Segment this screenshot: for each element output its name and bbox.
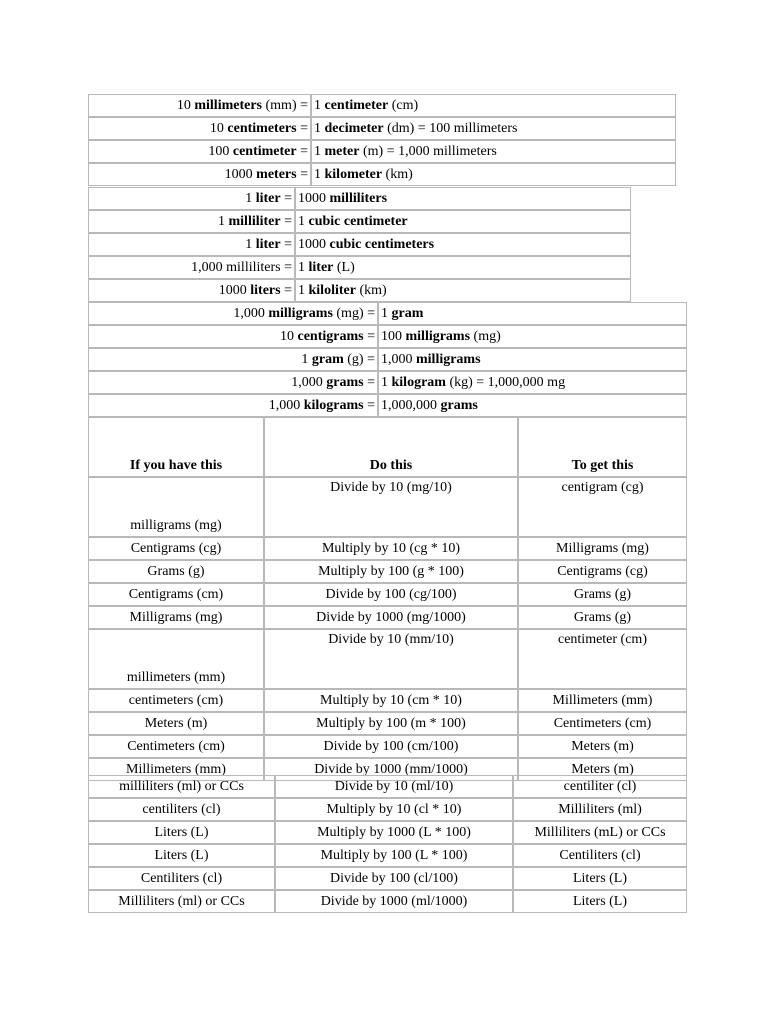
conversion-table <box>88 417 687 781</box>
volume-equivalence-left-cell: 1,000 milliliters = <box>88 256 295 279</box>
conversion-body <box>88 417 687 781</box>
volume-conversion-have-cell: Liters (L) <box>88 821 275 844</box>
volume-equivalence-left-cell: 1 liter = <box>88 187 295 210</box>
length-equivalence-right-cell: 1 meter (m) = 1,000 millimeters <box>311 140 676 163</box>
unit-name: milliliter <box>228 213 281 229</box>
volume-conversion-row <box>88 821 687 844</box>
unit-name: centimeters <box>227 120 297 136</box>
length-equivalence-right-cell: 1 decimeter (dm) = 100 millimeters <box>311 117 676 140</box>
conversion-have-cell: centimeters (cm) <box>88 689 264 712</box>
conversion-do-cell: Multiply by 100 (g * 100) <box>264 560 518 583</box>
volume-conversion-do-cell: Multiply by 1000 (L * 100) <box>275 821 513 844</box>
unit-name: liter <box>308 259 334 275</box>
unit-name: grams <box>326 374 364 390</box>
conversion-get-cell: Centimeters (cm) <box>518 712 687 735</box>
header-have: If you have this <box>88 417 264 477</box>
unit-name: milligrams <box>268 305 333 321</box>
header-get: To get this <box>518 417 687 477</box>
mass-equivalence-right-cell: 1,000,000 grams <box>378 394 687 417</box>
conversion-do-cell: Divide by 100 (cm/100) <box>264 735 518 758</box>
header-do: Do this <box>264 417 518 477</box>
conversion-get-cell: centimeter (cm) <box>518 629 687 689</box>
volume-conversion-get-cell: centiliter (cl) <box>513 775 687 798</box>
unit-name: milligrams <box>416 351 481 367</box>
length-equivalence-row <box>88 94 676 117</box>
mass-equivalence-right-cell: 1 kilogram (kg) = 1,000,000 mg <box>378 371 687 394</box>
conversion-have-cell: Millimeters (mm) <box>88 758 264 781</box>
length-equivalence-left-cell: 1000 meters = <box>88 163 311 186</box>
volume-conversion-have-cell: Liters (L) <box>88 844 275 867</box>
conversion-row <box>88 629 687 689</box>
conversion-have-cell: Grams (g) <box>88 560 264 583</box>
length-equivalence-left-cell: 10 centimeters = <box>88 117 311 140</box>
volume-equivalence-right-cell: 1 kiloliter (km) <box>295 279 631 302</box>
conversion-do-cell: Divide by 100 (cg/100) <box>264 583 518 606</box>
length-equivalence-left-cell: 100 centimeter = <box>88 140 311 163</box>
volume-conversion-get-cell: Milliliters (mL) or CCs <box>513 821 687 844</box>
volume-conversion-row <box>88 890 687 913</box>
unit-name: centimeter <box>324 97 389 113</box>
conversion-row <box>88 735 687 758</box>
volume-conversion-body <box>88 775 687 913</box>
conversion-do-cell: Divide by 1000 (mm/1000) <box>264 758 518 781</box>
conversion-do-cell: Divide by 10 (mg/10) <box>264 477 518 537</box>
conversion-have-cell: Centigrams (cg) <box>88 537 264 560</box>
unit-name: gram <box>391 305 424 321</box>
volume-conversion-do-cell: Divide by 1000 (ml/1000) <box>275 890 513 913</box>
volume-conversion-have-cell: centiliters (cl) <box>88 798 275 821</box>
unit-name: centimeter <box>232 143 297 159</box>
length-equivalence-row <box>88 117 676 140</box>
conversion-get-cell: Meters (m) <box>518 735 687 758</box>
mass-equivalence-right-cell: 1 gram <box>378 302 687 325</box>
unit-name: kiloliter <box>308 282 356 298</box>
conversion-get-cell: Meters (m) <box>518 758 687 781</box>
length-equivalence-table <box>88 94 676 186</box>
volume-conversion-have-cell: Milliliters (ml) or CCs <box>88 890 275 913</box>
length-equivalence-right-cell: 1 kilometer (km) <box>311 163 676 186</box>
unit-name: kilogram <box>391 374 446 390</box>
unit-name: decimeter <box>324 120 384 136</box>
mass-equivalence-row <box>88 394 687 417</box>
conversion-row <box>88 477 687 537</box>
volume-conversion-do-cell: Divide by 10 (ml/10) <box>275 775 513 798</box>
mass-equivalence-right-cell: 100 milligrams (mg) <box>378 325 687 348</box>
unit-name: liter <box>255 190 281 206</box>
conversion-get-cell: Grams (g) <box>518 606 687 629</box>
unit-name: grams <box>440 397 478 413</box>
volume-conversion-row <box>88 867 687 890</box>
unit-name: liter <box>255 236 281 252</box>
conversion-header-row <box>88 417 687 477</box>
volume-conversion-get-cell: Centiliters (cl) <box>513 844 687 867</box>
conversion-do-cell: Multiply by 10 (cm * 10) <box>264 689 518 712</box>
mass-equivalence-row <box>88 325 687 348</box>
conversion-row <box>88 606 687 629</box>
volume-conversion-have-cell: Centiliters (cl) <box>88 867 275 890</box>
mass-equivalence-table <box>88 302 687 417</box>
mass-equivalence-body <box>88 302 687 417</box>
conversion-do-cell: Divide by 10 (mm/10) <box>264 629 518 689</box>
volume-conversion-table <box>88 775 687 913</box>
volume-equivalence-row <box>88 187 631 210</box>
unit-name: liters <box>250 282 281 298</box>
volume-conversion-do-cell: Multiply by 10 (cl * 10) <box>275 798 513 821</box>
conversion-get-cell: Milligrams (mg) <box>518 537 687 560</box>
volume-conversion-do-cell: Divide by 100 (cl/100) <box>275 867 513 890</box>
volume-equivalence-row <box>88 233 631 256</box>
volume-conversion-get-cell: Liters (L) <box>513 890 687 913</box>
mass-equivalence-row <box>88 371 687 394</box>
conversion-have-cell: Meters (m) <box>88 712 264 735</box>
unit-name: meter <box>324 143 360 159</box>
conversion-get-cell: Millimeters (mm) <box>518 689 687 712</box>
conversion-get-cell: centigram (cg) <box>518 477 687 537</box>
volume-equivalence-table <box>88 187 631 302</box>
unit-name: millimeters <box>194 97 262 113</box>
volume-equivalence-left-cell: 1000 liters = <box>88 279 295 302</box>
conversion-get-cell: Grams (g) <box>518 583 687 606</box>
conversion-do-cell: Divide by 1000 (mg/1000) <box>264 606 518 629</box>
unit-name: kilometer <box>324 166 383 182</box>
conversion-have-cell: milligrams (mg) <box>88 477 264 537</box>
volume-equivalence-row <box>88 210 631 233</box>
mass-equivalence-left-cell: 1 gram (g) = <box>88 348 378 371</box>
conversion-do-cell: Multiply by 100 (m * 100) <box>264 712 518 735</box>
length-equivalence-row <box>88 163 676 186</box>
mass-equivalence-left-cell: 1,000 kilograms = <box>88 394 378 417</box>
unit-name: meters <box>256 166 297 182</box>
volume-equivalence-body <box>88 187 631 302</box>
conversion-row <box>88 689 687 712</box>
mass-equivalence-row <box>88 302 687 325</box>
unit-name: kilograms <box>303 397 364 413</box>
volume-conversion-row <box>88 844 687 867</box>
volume-equivalence-row <box>88 256 631 279</box>
unit-name: gram <box>311 351 344 367</box>
volume-conversion-row <box>88 798 687 821</box>
unit-name: cubic centimeter <box>308 213 408 229</box>
length-equivalence-left-cell: 10 millimeters (mm) = <box>88 94 311 117</box>
unit-name: cubic centimeters <box>329 236 435 252</box>
mass-equivalence-left-cell: 10 centigrams = <box>88 325 378 348</box>
volume-equivalence-row <box>88 279 631 302</box>
conversion-do-cell: Multiply by 10 (cg * 10) <box>264 537 518 560</box>
volume-conversion-do-cell: Multiply by 100 (L * 100) <box>275 844 513 867</box>
mass-equivalence-left-cell: 1,000 milligrams (mg) = <box>88 302 378 325</box>
volume-equivalence-right-cell: 1 cubic centimeter <box>295 210 631 233</box>
conversion-row <box>88 537 687 560</box>
conversion-row <box>88 712 687 735</box>
conversion-row <box>88 560 687 583</box>
volume-equivalence-left-cell: 1 milliliter = <box>88 210 295 233</box>
volume-equivalence-right-cell: 1 liter (L) <box>295 256 631 279</box>
unit-name: milliliters <box>329 190 388 206</box>
conversion-have-cell: Milligrams (mg) <box>88 606 264 629</box>
mass-equivalence-left-cell: 1,000 grams = <box>88 371 378 394</box>
volume-conversion-have-cell: milliliters (ml) or CCs <box>88 775 275 798</box>
conversion-have-cell: millimeters (mm) <box>88 629 264 689</box>
length-equivalence-body <box>88 94 676 186</box>
mass-equivalence-right-cell: 1,000 milligrams <box>378 348 687 371</box>
volume-conversion-row <box>88 775 687 798</box>
length-equivalence-row <box>88 140 676 163</box>
conversion-row <box>88 583 687 606</box>
volume-conversion-get-cell: Liters (L) <box>513 867 687 890</box>
unit-name: centigrams <box>297 328 364 344</box>
unit-name: milligrams <box>405 328 471 344</box>
mass-equivalence-row <box>88 348 687 371</box>
conversion-have-cell: Centigrams (cm) <box>88 583 264 606</box>
volume-conversion-get-cell: Milliliters (ml) <box>513 798 687 821</box>
volume-equivalence-right-cell: 1000 milliliters <box>295 187 631 210</box>
conversion-get-cell: Centigrams (cg) <box>518 560 687 583</box>
volume-equivalence-left-cell: 1 liter = <box>88 233 295 256</box>
conversion-have-cell: Centimeters (cm) <box>88 735 264 758</box>
length-equivalence-right-cell: 1 centimeter (cm) <box>311 94 676 117</box>
volume-equivalence-right-cell: 1000 cubic centimeters <box>295 233 631 256</box>
